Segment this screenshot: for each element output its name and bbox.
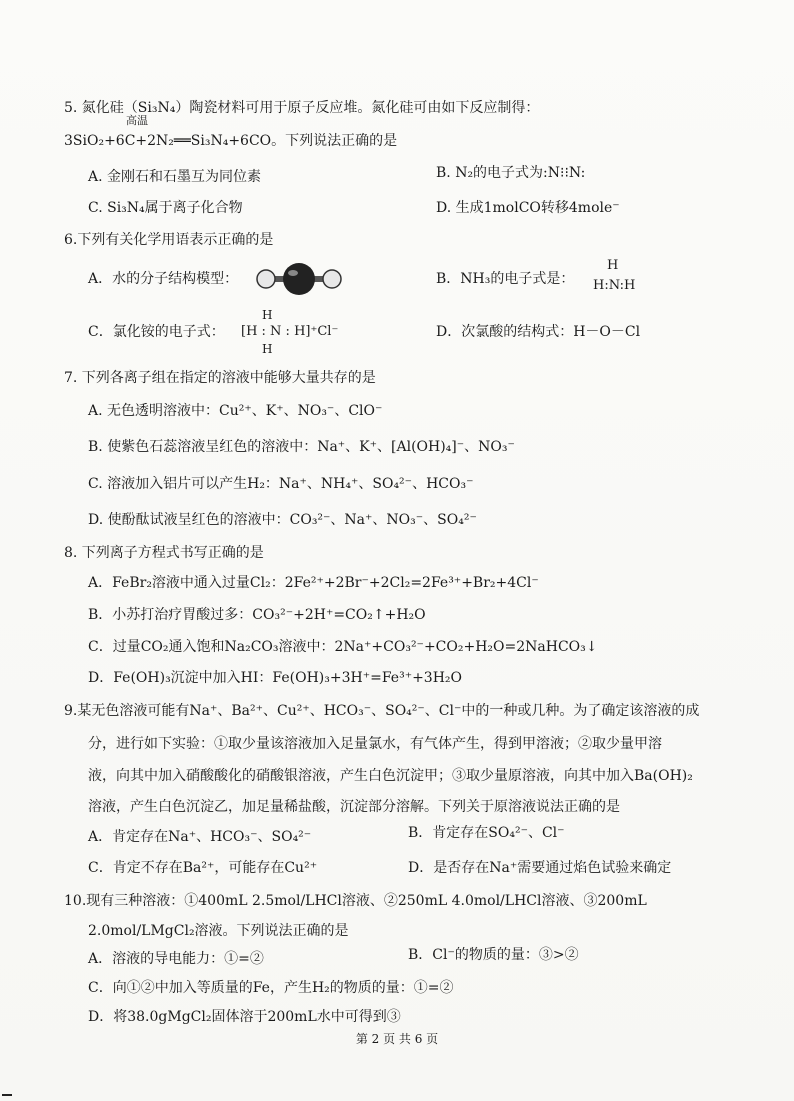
q10-option-b[interactable]: B．Cl⁻的物质的量：③>②	[408, 947, 579, 963]
q7-option-d[interactable]: D. 使酚酞试液呈红色的溶液中：CO₃²⁻、Na⁺、NO₃⁻、SO₄²⁻	[88, 512, 477, 528]
q6-option-b[interactable]: B．NH₃的电子式是：	[436, 271, 575, 287]
q5-stem: 5. 氮化硅（Si₃N₄）陶瓷材料可用于原子反应堆。氮化硅可由如下反应制得：	[64, 100, 540, 116]
q10-option-a[interactable]: A．溶液的导电能力：①=②	[88, 951, 264, 967]
q6-b-top-h: H	[607, 258, 619, 273]
q9-line-1: 9.某无色溶液可能有Na⁺、Ba²⁺、Cu²⁺、HCO₃⁻、SO₄²⁻、Cl⁻中的一种或几种。为了确定该溶液的成	[64, 703, 700, 719]
q10-line-1: 10.现有三种溶液：①400mL 2.5mol/LHCl溶液、②250mL 4.0mol/LHCl溶液、③200mL	[64, 893, 647, 909]
q9-line-2: 分，进行如下实验：①取少量该溶液加入足量氯水，有气体产生，得到甲溶液；②取少量甲溶	[88, 736, 662, 752]
q6-c-top-h: H	[262, 308, 273, 322]
q9-option-a[interactable]: A．肯定存在Na⁺、HCO₃⁻、SO₄²⁻	[88, 829, 312, 845]
q9-line-4: 溶液，产生白色沉淀乙，加足量稀盐酸，沉淀部分溶解。下列关于原溶液说法正确的是	[88, 799, 620, 815]
q5-option-b[interactable]: B. N₂的电子式为:N⁝⁝N:	[436, 165, 586, 181]
scan-edge-mark	[2, 1094, 12, 1096]
q9-option-c[interactable]: C．肯定不存在Ba²⁺，可能存在Cu²⁺	[88, 860, 318, 876]
water-molecule-model-icon	[254, 262, 344, 296]
q9-line-3: 液，向其中加入硝酸酸化的硝酸银溶液，产生白色沉淀甲；③取少量原溶液，向其中加入Ba(OH)₂	[88, 768, 693, 784]
q5-condition: 高温	[126, 114, 148, 127]
q10-line-2: 2.0mol/LMgCl₂溶液。下列说法正确的是	[88, 923, 349, 939]
q7-option-c[interactable]: C. 溶液加入铝片可以产生H₂：Na⁺、NH₄⁺、SO₄²⁻、HCO₃⁻	[88, 476, 474, 492]
q9-option-d[interactable]: D．是否存在Na⁺需要通过焰色试验来确定	[408, 860, 672, 876]
q7-stem: 7. 下列各离子组在指定的溶液中能够大量共存的是	[64, 370, 376, 386]
q6-option-c[interactable]: C．氯化铵的电子式：	[88, 324, 225, 340]
q6-option-d[interactable]: D．次氯酸的结构式：H－O－Cl	[436, 324, 641, 340]
q10-option-c[interactable]: C．向①②中加入等质量的Fe，产生H₂的物质的量：①=②	[88, 980, 454, 996]
q6-b-formula: H:N:H	[593, 278, 636, 293]
q7-option-b[interactable]: B. 使紫色石蕊溶液呈红色的溶液中：Na⁺、K⁺、[Al(OH)₄]⁻、NO₃⁻	[88, 439, 515, 455]
q8-option-a[interactable]: A．FeBr₂溶液中通入过量Cl₂：2Fe²⁺+2Br⁻+2Cl₂=2Fe³⁺+Br₂+4Cl⁻	[88, 575, 539, 591]
q8-stem: 8. 下列离子方程式书写正确的是	[64, 545, 264, 561]
q8-option-c[interactable]: C．过量CO₂通入饱和Na₂CO₃溶液中：2Na⁺+CO₃²⁻+CO₂+H₂O=2NaHCO₃↓	[88, 639, 598, 655]
q6-stem: 6.下列有关化学用语表示正确的是	[64, 232, 274, 248]
q9-option-b[interactable]: B．肯定存在SO₄²⁻、Cl⁻	[408, 825, 565, 841]
q5-option-d[interactable]: D. 生成1molCO转移4mole⁻	[436, 200, 620, 216]
q5-option-a[interactable]: A. 金刚石和石墨互为同位素	[88, 169, 262, 185]
q8-option-d[interactable]: D．Fe(OH)₃沉淀中加入HI：Fe(OH)₃+3H⁺=Fe³⁺+3H₂O	[88, 670, 463, 686]
q7-option-a[interactable]: A. 无色透明溶液中：Cu²⁺、K⁺、NO₃⁻、ClO⁻	[88, 403, 383, 419]
q5-equation: 3SiO₂+6C+2N₂══Si₃N₄+6CO。下列说法正确的是	[64, 133, 398, 149]
q5-option-c[interactable]: C. Si₃N₄属于离子化合物	[88, 200, 243, 216]
q10-option-d[interactable]: D．将38.0gMgCl₂固体溶于200mL水中可得到③	[88, 1009, 401, 1025]
page-number: 第 2 页 共 6 页	[355, 1032, 439, 1046]
q8-option-b[interactable]: B．小苏打治疗胃酸过多：CO₃²⁻+2H⁺=CO₂↑+H₂O	[88, 607, 426, 623]
q6-c-bottom-h: H	[262, 342, 273, 356]
q6-option-a[interactable]: A．水的分子结构模型：	[88, 271, 239, 287]
q6-c-formula: [H : N : H]⁺Cl⁻	[241, 324, 339, 339]
